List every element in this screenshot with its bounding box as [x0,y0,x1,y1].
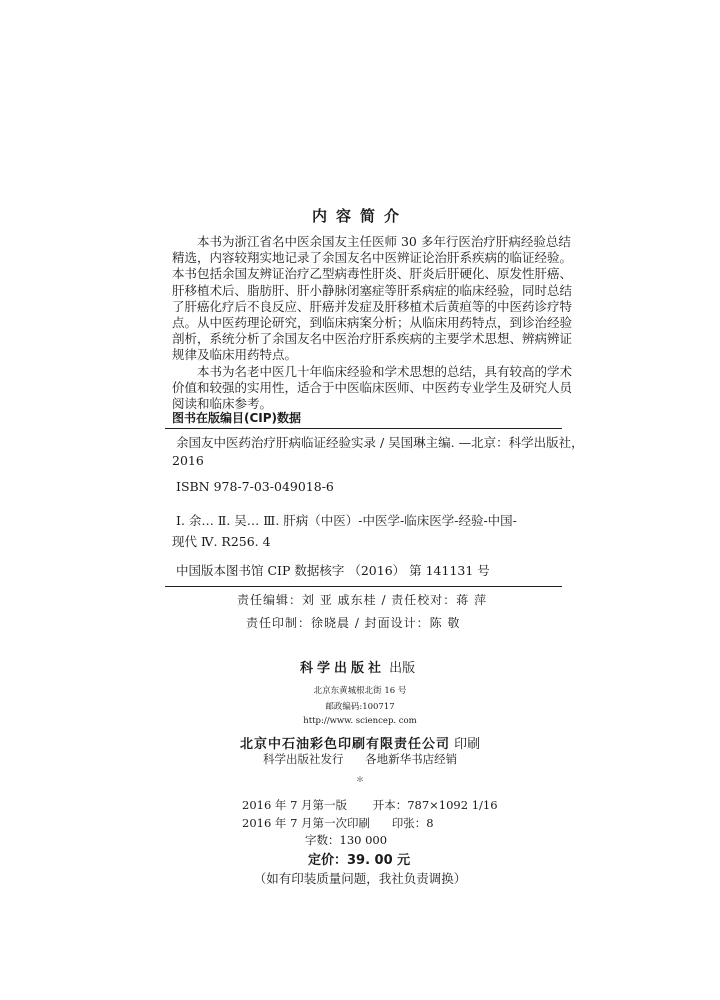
text-line: 本书为名老中医几十年临床经验和学术思想的总结，具有较高的学术 [197,363,573,379]
text-line: 价值和较强的实用性，适合于中医临床医师、中医药专业学生及研究人员 [172,379,573,395]
text-line: 规律及临床用药特点。 [172,347,298,363]
first-printing: 2016 年 7 月第一次印刷 [242,816,371,830]
page-title: 内容简介 [311,207,408,225]
printer-line [240,733,480,752]
editor-credits: 责任编辑：刘 亚 戚东桂 / 责任校对：蒋 萍 [237,593,488,607]
text-line: 阅读和临床参考。 [172,396,273,412]
text-line: 精选，内容较翔实地记录了余国友名中医辨证论治肝系疾病的临证经验。 [172,250,573,266]
publisher-suffix: 出版 [389,661,416,676]
printed-sheets: 印张：8 [391,816,434,830]
intro-paragraph [172,234,573,364]
publisher-line [300,657,415,676]
ornament: ＊ [356,775,364,784]
issuer: 科学出版社发行 [263,752,344,766]
cip-bottom-rule [165,586,562,587]
text-line: 肝移植术后、脂肪肝、肝小静脉闭塞症等肝系病症的临床经验，同时总结 [172,282,573,298]
cip-line: 2016 [172,453,204,468]
text-line: 剖析，系统分析了余国友名中医治疗肝系疾病的主要学术思想、辨病辨证 [172,331,573,347]
distribution-line [263,751,457,767]
sellers: 各地新华书店经销 [365,752,458,766]
cip-record-number: 中国版本图书馆 CIP 数据核字 （2016） 第 141131 号 [176,563,490,578]
publisher-postcode: 邮政编码:100717 [325,702,395,712]
first-edition: 2016 年 7 月第一版 [242,798,348,812]
word-count: 字数：130 000 [305,833,388,847]
quality-notice: （如有印装质量问题，我社负责调换） [253,871,467,886]
cip-isbn: ISBN 978-7-03-049018-6 [176,479,334,494]
cip-line: 现代 Ⅳ. R256. 4 [172,534,271,549]
intro-paragraph [172,363,573,413]
cip-top-rule [165,428,562,429]
impression-row [242,815,434,831]
publisher-name: 科学出版社 [300,661,386,676]
text-line: 点。从中医药理论研究，到临床病案分析；从临床用药特点，到诊治经验 [172,315,573,331]
cip-line: Ⅰ. 余… Ⅱ. 吴… Ⅲ. 肝病（中医）-中医学-临床医学-经验-中国- [176,513,517,528]
book-format: 开本：787×1092 1/16 [372,798,498,812]
edition-row [242,797,498,813]
intro-body [172,234,573,412]
text-line: 本书包括余国友辨证治疗乙型病毒性肝炎、肝炎后肝硬化、原发性肝癌、 [172,266,573,282]
price: 定价：39. 00 元 [308,853,411,868]
text-line: 了肝癌化疗后不良反应、肝癌并发症及肝移植术后黄疸等的中医药诊疗特 [172,298,573,314]
printer-suffix: 印刷 [454,737,481,752]
cip-title: 图书在版编目(CIP)数据 [172,411,302,425]
text-line: 本书为浙江省名中医余国友主任医师 30 多年行医治疗肝病经验总结 [197,234,571,249]
publisher-website: http://www. sciencep. com [303,716,417,726]
production-credits: 责任印制：徐晓晨 / 封面设计：陈 敬 [246,616,461,630]
cip-line: 余国友中医药治疗肝病临证经验实录 / 吴国琳主编. —北京：科学出版社， [176,435,584,450]
publisher-address: 北京东黄城根北街 16 号 [313,686,407,696]
printer-name: 北京中石油彩色印刷有限责任公司 [240,737,451,752]
